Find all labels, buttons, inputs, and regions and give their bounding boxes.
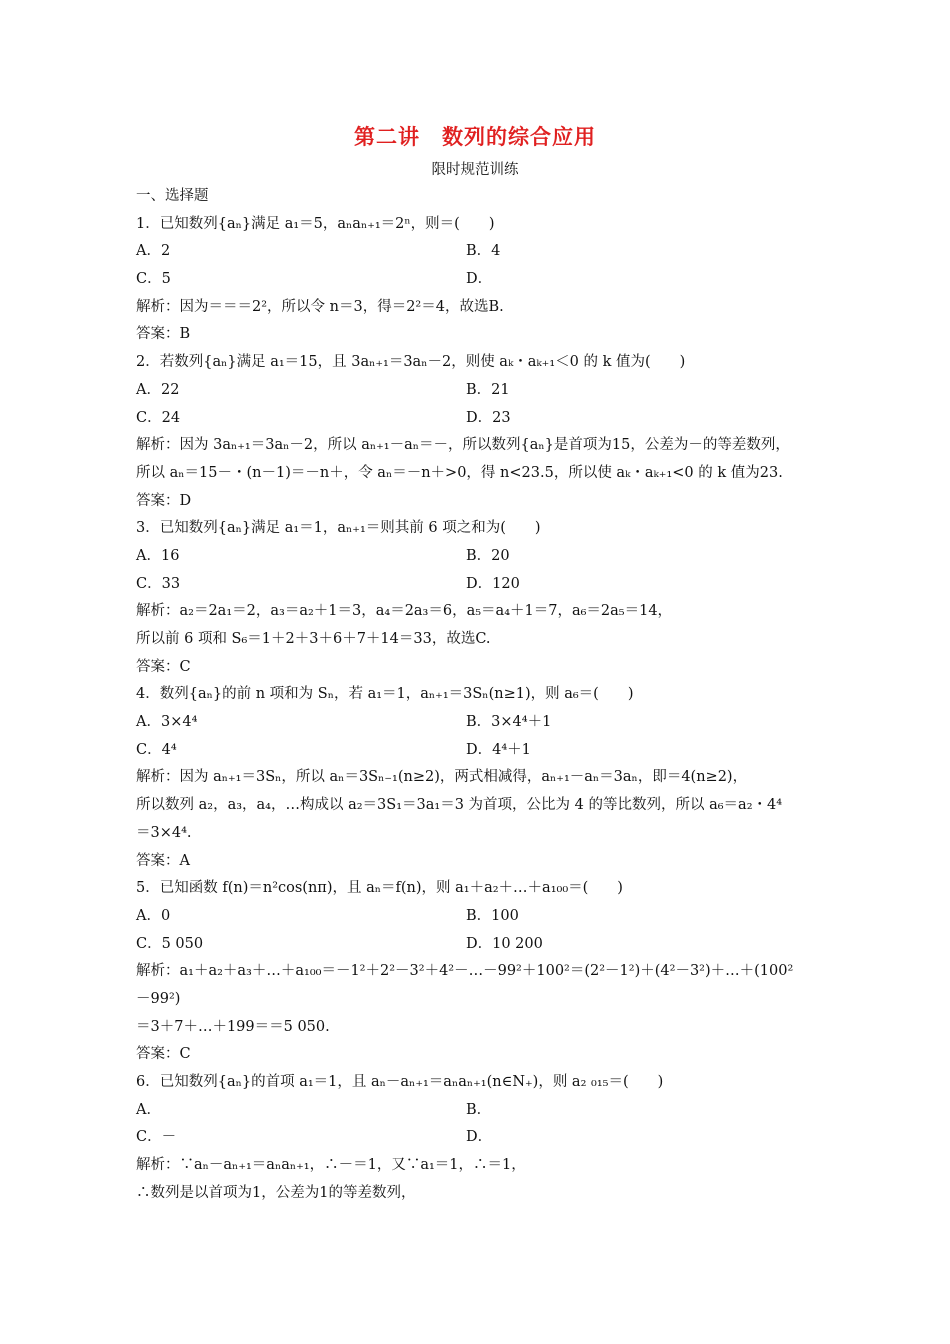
analysis-line: 解析：因为＝＝＝2²，所以令 n＝3，得＝2²＝4，故选B. (136, 298, 504, 315)
option-row (136, 737, 836, 765)
option-row (136, 266, 836, 294)
question-stem: 4．数列{aₙ}的前 n 项和为 Sₙ，若 a₁＝1，aₙ₊₁＝3Sₙ(n≥1)，则 a₆＝( ) (136, 686, 634, 703)
option-row (136, 709, 836, 737)
option-c: C．－ (136, 1129, 177, 1146)
option-b: B．21 (466, 381, 510, 398)
option-d: D．120 (466, 575, 520, 592)
analysis-line: 所以前 6 项和 S₆＝1＋2＋3＋6＋7＋14＝33，故选C. (136, 631, 491, 647)
answer-line: 答案：D (136, 492, 192, 509)
analysis-line: 解析：因为 aₙ₊₁＝3Sₙ，所以 aₙ＝3Sₙ₋₁(n≥2)，两式相减得，aₙ₊₁－aₙ＝3aₙ，即＝4(n≥2)， (136, 769, 748, 786)
option-b: B．4 (466, 243, 501, 260)
option-b: B．20 (466, 547, 510, 564)
document-body (136, 183, 836, 1207)
option-a: A． (136, 1101, 161, 1118)
option-row (136, 571, 836, 599)
question-stem: 5．已知函数 f(n)＝n²cos(nπ)，且 aₙ＝f(n)，则 a₁＋a₂＋…＋a₁₀₀＝( ) (136, 880, 623, 897)
option-c: C．5 050 (136, 935, 204, 952)
option-row (136, 238, 836, 266)
lecture-subtitle: 限时规范训练 (431, 162, 519, 178)
answer-line: 答案：C (136, 658, 191, 675)
option-row (136, 1124, 836, 1152)
section-heading: 一、选择题 (136, 188, 209, 204)
option-d: D．10 200 (466, 935, 543, 952)
analysis-line: ＝3×4⁴. (136, 824, 192, 841)
option-d: D．23 (466, 409, 511, 426)
analysis-line: 解析：a₁＋a₂＋a₃＋…＋a₁₀₀＝－1²＋2²－3²＋4²－…－99²＋100²＝(2²－1²)＋(4²－3²)＋…＋(100² (136, 963, 794, 980)
analysis-line: 所以数列 a₂，a₃，a₄，…构成以 a₂＝3S₁＝3a₁＝3 为首项，公比为 4 的等比数列，所以 a₆＝a₂・4⁴ (136, 797, 783, 814)
option-d: D．4⁴＋1 (466, 741, 531, 758)
analysis-line: 解析：因为 3aₙ₊₁＝3aₙ－2，所以 aₙ₊₁－aₙ＝－，所以数列{aₙ}是首项为15，公差为－的等差数列， (136, 437, 790, 454)
option-row (136, 377, 836, 405)
analysis-line: ＝3＋7＋…＋199＝＝5 050. (136, 1018, 330, 1035)
analysis-line: ∴数列是以首项为1，公差为1的等差数列， (136, 1184, 416, 1201)
option-a: A．16 (136, 547, 180, 564)
option-c: C．5 (136, 271, 171, 288)
option-b: B．100 (466, 907, 519, 924)
answer-line: 答案：B (136, 326, 191, 343)
option-row (136, 903, 836, 931)
option-c: C．24 (136, 409, 181, 426)
option-c: C．33 (136, 575, 181, 592)
option-a: A．2 (136, 243, 171, 260)
option-row (136, 1097, 836, 1125)
option-d: D． (466, 1129, 493, 1146)
analysis-line: 解析：a₂＝2a₁＝2，a₃＝a₂＋1＝3，a₄＝2a₃＝6，a₅＝a₄＋1＝7，a₆＝2a₅＝14， (136, 603, 673, 620)
question-stem: 6．已知数列{aₙ}的首项 a₁＝1，且 aₙ－aₙ₊₁＝aₙaₙ₊₁(n∈N₊)，则 a₂ ₀₁₅＝( ) (136, 1074, 664, 1090)
analysis-line: 所以 aₙ＝15－・(n－1)＝－n＋，令 aₙ＝－n＋>0，得 n<23.5，所以使 aₖ・aₖ₊₁<0 的 k 值为23. (136, 464, 783, 481)
option-c: C．4⁴ (136, 741, 177, 758)
question-stem: 1．已知数列{aₙ}满足 a₁＝5，aₙaₙ₊₁＝2ⁿ，则＝( ) (136, 215, 495, 232)
question-stem: 3．已知数列{aₙ}满足 a₁＝1，aₙ₊₁＝则其前 6 项之和为( ) (136, 520, 541, 537)
answer-line: 答案：A (136, 852, 190, 869)
option-b: B． (466, 1101, 492, 1118)
option-a: A．0 (136, 907, 171, 924)
answer-line: 答案：C (136, 1046, 191, 1063)
analysis-line: 解析：∵aₙ－aₙ₊₁＝aₙaₙ₊₁，∴－＝1，又∵a₁＝1，∴＝1， (136, 1157, 526, 1174)
option-row (136, 405, 836, 433)
option-row (136, 543, 836, 571)
analysis-line: －99²) (136, 990, 181, 1007)
option-b: B．3×4⁴＋1 (466, 714, 552, 731)
option-d: D． (466, 271, 493, 288)
option-row (136, 931, 836, 959)
option-a: A．22 (136, 381, 180, 398)
option-a: A．3×4⁴ (136, 714, 198, 731)
question-stem: 2．若数列{aₙ}满足 a₁＝15，且 3aₙ₊₁＝3aₙ－2，则使 aₖ・aₖ₊₁＜0 的 k 值为( ) (136, 354, 686, 371)
lecture-title: 第二讲 数列的综合应用 (354, 125, 596, 149)
